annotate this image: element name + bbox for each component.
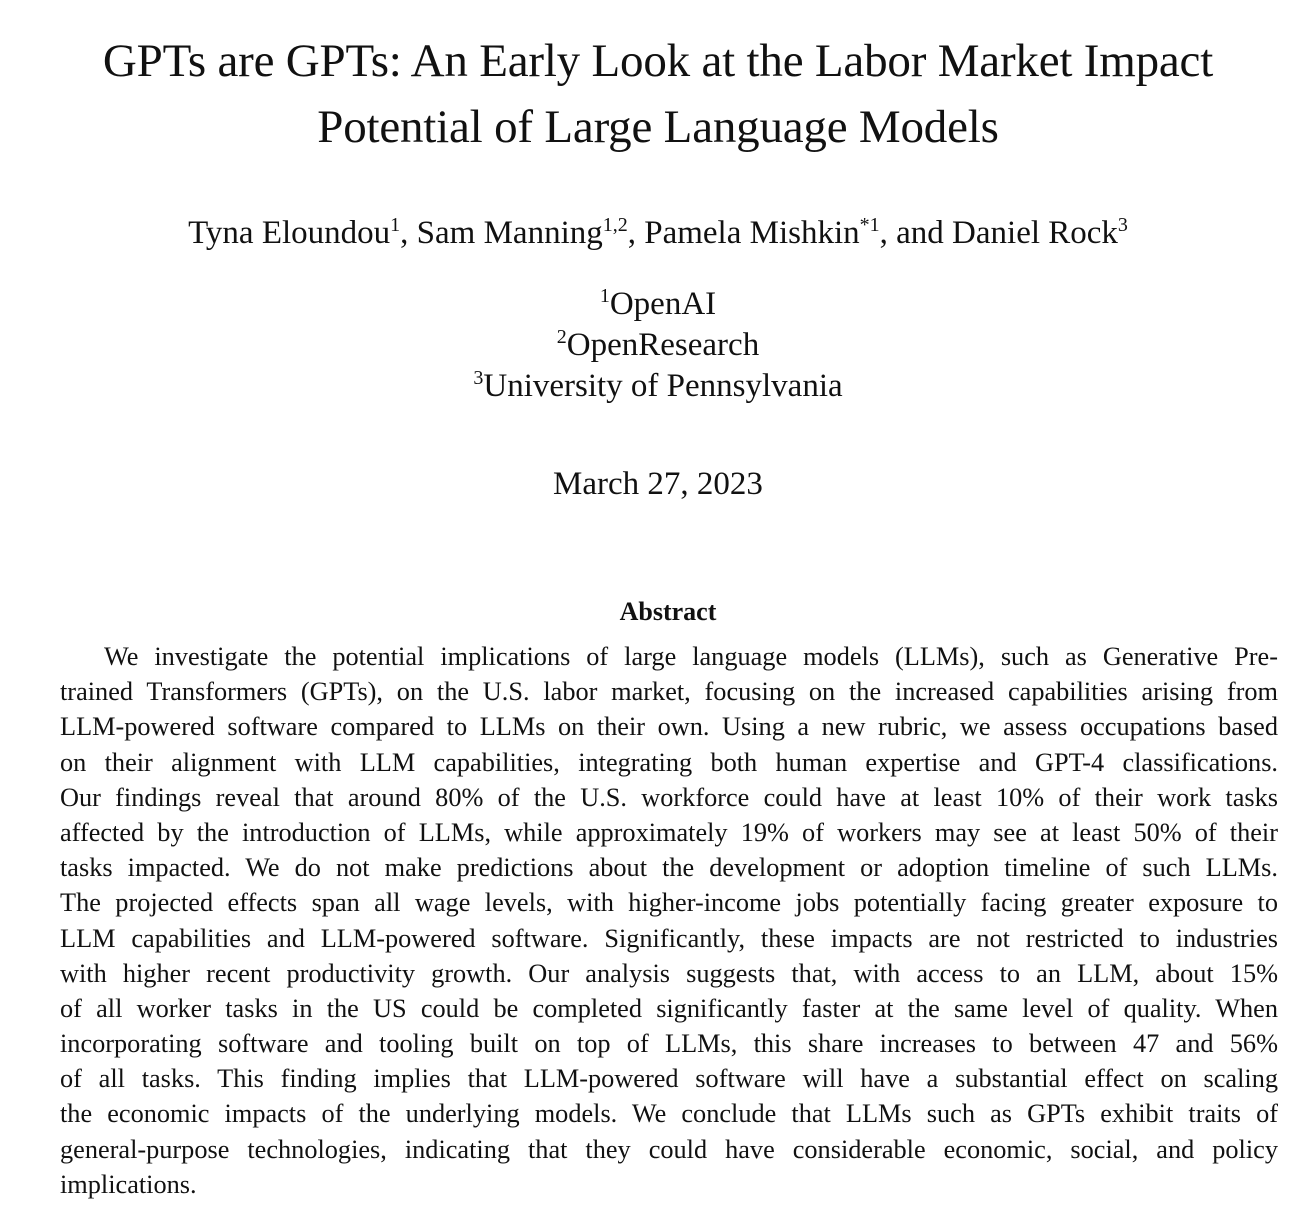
affiliation-name: University of Pennsylvania	[483, 368, 843, 404]
paper-title-line: GPTs are GPTs: An Early Look at the Labor Market Impact	[102, 35, 1214, 87]
abstract-line: of all tasks. This finding implies that LLM-powered software will have a substantial effect on scaling	[60, 1064, 1278, 1094]
abstract-line: The projected effects span all wage levels, with higher-income jobs potentially facing greater exposure to	[60, 888, 1278, 918]
abstract-line: LLM-powered software compared to LLMs on their own. Using a new rubric, we assess occupations based	[60, 712, 1278, 742]
affiliation-mark: 3	[473, 367, 484, 389]
affiliation	[0, 366, 1316, 407]
author-name: Pamela Mishkin	[644, 215, 860, 251]
author-list	[0, 210, 1316, 256]
abstract-line: trained Transformers (GPTs), on the U.S. labor market, focusing on the increased capabilities arising from	[60, 677, 1278, 707]
abstract-line: We investigate the potential implications of large language models (LLMs), such as Generative Pre-	[104, 642, 1278, 671]
affiliation	[0, 325, 1316, 366]
affiliation-name: OpenResearch	[566, 327, 760, 363]
affiliation-name: OpenAI	[609, 286, 717, 322]
abstract-line: incorporating software and tooling built on top of LLMs, this share increases to between 47 and 56%	[60, 1029, 1278, 1059]
author-affiliation-mark: 1	[390, 214, 401, 236]
abstract-line: LLM capabilities and LLM-powered software. Significantly, these impacts are not restricted to industries	[60, 923, 1278, 953]
author-name: Tyna Eloundou	[188, 215, 391, 251]
author-separator: ,	[627, 215, 645, 251]
abstract-line: on their alignment with LLM capabilities, integrating both human expertise and GPT-4 classifications.	[60, 747, 1278, 777]
abstract-line: implications.	[60, 1169, 197, 1199]
author-name: Daniel Rock	[952, 215, 1118, 251]
author-affiliation-mark: 3	[1117, 214, 1128, 236]
abstract-body	[60, 639, 1278, 1202]
author-affiliation-mark: *1	[859, 214, 880, 236]
author-separator: , and	[879, 215, 953, 251]
abstract-heading: Abstract	[619, 597, 717, 626]
abstract-line: the economic impacts of the underlying models. We conclude that LLMs such as GPTs exhibit traits of	[60, 1099, 1278, 1129]
affiliation-mark: 1	[599, 285, 610, 307]
abstract-line: of all worker tasks in the US could be completed significantly faster at the same level of quality. When	[60, 993, 1278, 1023]
paper-title	[40, 28, 1276, 160]
affiliation	[0, 284, 1316, 325]
abstract-line: Our findings reveal that around 80% of the U.S. workforce could have at least 10% of their work tasks	[60, 782, 1278, 812]
abstract-line: general-purpose technologies, indicating that they could have considerable economic, social, and policy	[60, 1134, 1278, 1164]
abstract-line: with higher recent productivity growth. Our analysis suggests that, with access to an LLM, about 15%	[60, 958, 1278, 988]
affiliation-mark: 2	[556, 326, 567, 348]
publication-date: March 27, 2023	[553, 466, 763, 502]
author-affiliation-mark: 1,2	[602, 214, 628, 236]
affiliation-list	[0, 284, 1316, 407]
author-name: Sam Manning	[416, 215, 603, 251]
abstract-line: affected by the introduction of LLMs, while approximately 19% of workers may see at least 50% of their	[60, 817, 1278, 847]
abstract-line: tasks impacted. We do not make predictions about the development or adoption timeline of such LLMs.	[60, 853, 1278, 883]
paper-title-line: Potential of Large Language Models	[317, 101, 999, 153]
author-separator: ,	[400, 215, 417, 251]
